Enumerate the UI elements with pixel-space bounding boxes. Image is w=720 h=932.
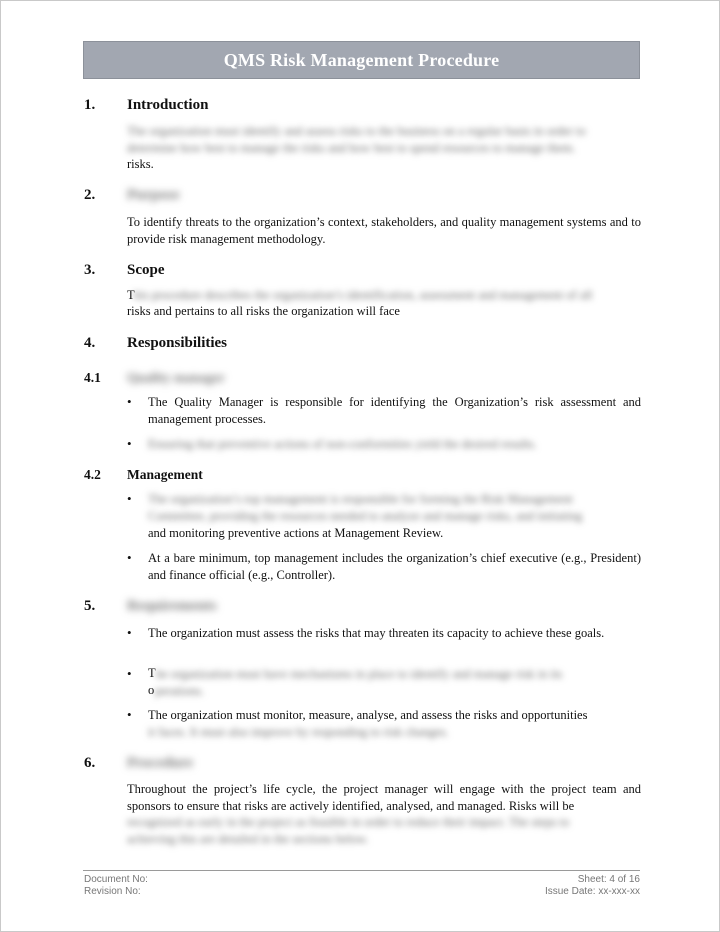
bullet-icon: •	[127, 491, 132, 506]
section-title: Introduction	[127, 97, 209, 113]
blurred-bullet-text: he organization must have mechanisms in place to identify and manage risk in its	[156, 667, 563, 681]
section-number: 4.	[84, 335, 96, 351]
blurred-text: determine how best to manage the risks and how best to spend resources to manage them.	[127, 141, 576, 155]
document-title: QMS Risk Management Procedure	[223, 49, 500, 70]
section-number: 1.	[84, 97, 96, 113]
footer-issue-date: Issue Date: xx-xxx-xx	[544, 886, 640, 897]
section-title: Purpose	[127, 187, 180, 203]
section-number: 2.	[84, 187, 96, 203]
bullet-icon: •	[127, 666, 132, 681]
section-title: Responsibilities	[127, 335, 228, 351]
bullet-lead: o	[148, 683, 155, 697]
blurred-bullet-text: Committee, providing the resources needed to analyze and manage risks, and initiating	[148, 509, 583, 523]
bullet-icon: •	[127, 625, 132, 640]
bullet-text: The organization must assess the risks that may threaten its capacity to achieve these goals.	[148, 626, 605, 640]
blurred-bullet-text: it faces. It must also improve by responding to risk changes.	[148, 725, 449, 739]
bullet-text: The organization must monitor, measure, analyse, and assess the risks and opportunities	[148, 708, 588, 722]
section-number: 3.	[84, 262, 96, 278]
blurred-text: The organization must identify and assess risks to the business on a regular basis in order to	[127, 124, 586, 138]
paragraph-text: risks and pertains to all risks the organization will face	[127, 304, 400, 318]
footer-sheet: Sheet: 4 of 16	[577, 874, 640, 885]
blurred-bullet-text: Ensuring that preventive actions of non-conformities yield the desired results.	[148, 437, 537, 451]
bullet-text: The Quality Manager is responsible for identifying the Organization’s risk assessment and management processes.	[148, 395, 641, 426]
section-title: Requirements	[127, 598, 217, 614]
subsection-title: Management	[127, 467, 203, 482]
bullet-icon: •	[127, 394, 132, 409]
blurred-text: achieving this are detailed in the sections below.	[127, 832, 369, 846]
bullet-icon: •	[127, 436, 132, 451]
bullet-text: At a bare minimum, top management includes the organization’s chief executive (e.g., President) and finance official (e.g., Controller).	[148, 551, 641, 582]
blurred-bullet-text: perations.	[155, 684, 204, 698]
footer-document-no: Document No:	[84, 874, 148, 885]
paragraph-lead: T	[127, 288, 135, 302]
section-number: 5.	[84, 598, 96, 614]
footer-divider	[83, 870, 640, 871]
section-title: Procedure	[127, 755, 194, 771]
section-number: 6.	[84, 755, 96, 771]
footer-revision-no: Revision No:	[84, 886, 141, 897]
document-title-bar	[83, 41, 640, 79]
subsection-title: Quality manager	[127, 370, 225, 385]
section-title: Scope	[127, 262, 165, 278]
subsection-number: 4.2	[84, 467, 101, 482]
blurred-bullet-text: The organization’s top management is responsible for forming the Risk Management	[148, 492, 573, 506]
paragraph-text: risks.	[127, 157, 154, 171]
paragraph-text: To identify threats to the organization’s context, stakeholders, and quality management systems and to provide risk management methodology.	[127, 215, 641, 246]
bullet-icon: •	[127, 550, 132, 565]
bullet-icon: •	[127, 707, 132, 722]
bullet-text: and monitoring preventive actions at Management Review.	[148, 526, 444, 540]
blurred-text: his procedure describes the organization’s identification, assessment and management of all	[134, 288, 593, 302]
subsection-number: 4.1	[84, 370, 101, 385]
paragraph-text: Throughout the project’s life cycle, the project manager will engage with the project team and sponsors to ensure that risks are actively identified, analysed, and managed. Risks will be	[127, 782, 641, 813]
blurred-text: recognized as early in the project as feasible in order to reduce their impact. The steps to	[127, 815, 570, 829]
bullet-lead: T	[148, 666, 156, 680]
